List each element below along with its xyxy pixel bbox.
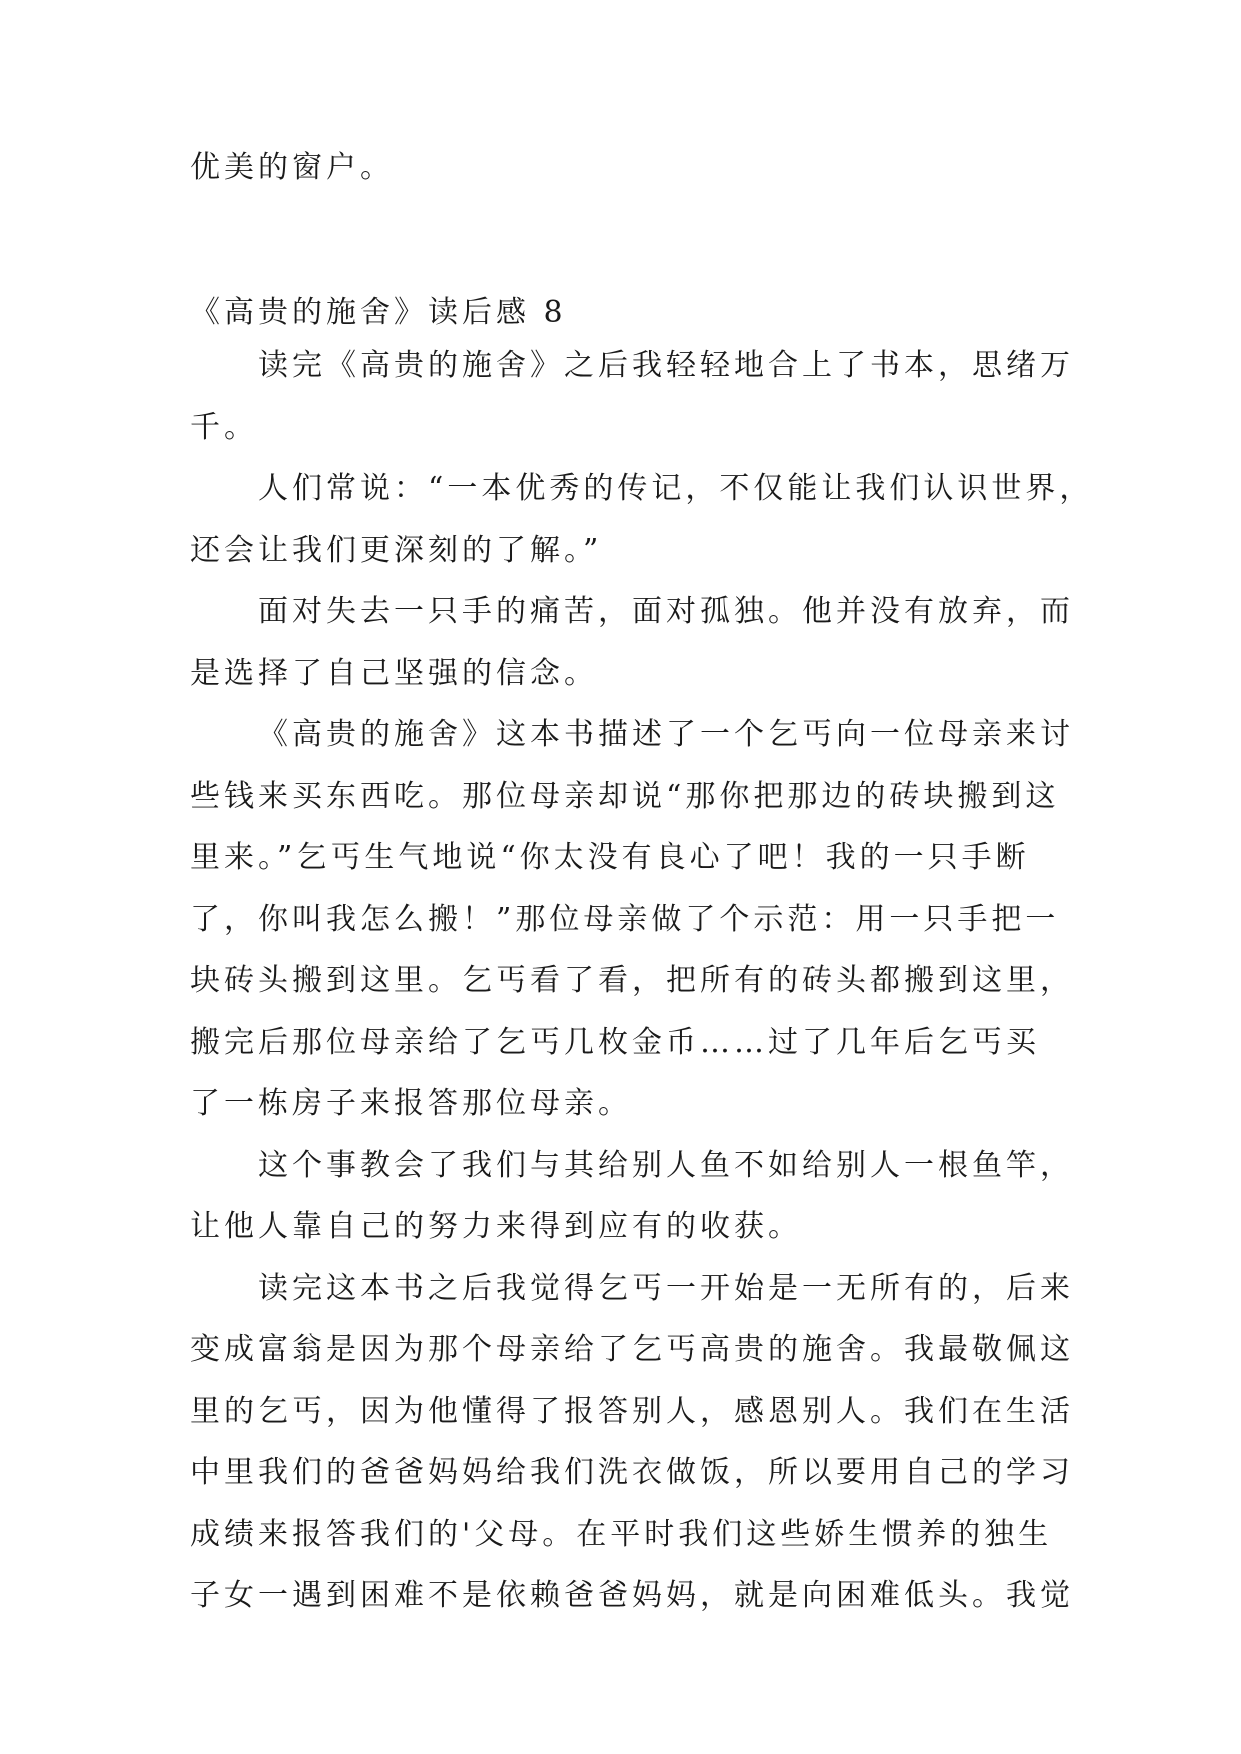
paragraph-line: 了，你叫我怎么搬！”那位母亲做了个示范：用一只手把一	[190, 901, 1060, 937]
paragraph	[190, 1135, 1074, 1258]
intro-tail-line: 优美的窗户。	[190, 150, 394, 185]
paragraph-line: 让他人靠自己的努力来得到应有的收获。	[190, 1209, 802, 1244]
paragraph-line: 里来。”乞丐生气地说“你太没有良心了吧！我的一只手断	[190, 840, 1030, 875]
paragraph-line: 这个事教会了我们与其给别人鱼不如给别人一根鱼竿，	[258, 1147, 1074, 1183]
paragraph-line: 了一栋房子来报答那位母亲。	[190, 1086, 632, 1121]
paragraph-line: 成绩来报答我们的'父母。在平时我们这些娇生惯养的独生	[190, 1516, 1053, 1552]
paragraph	[190, 704, 1074, 1135]
paragraph-line: 面对失去一只手的痛苦，面对孤独。他并没有放弃，而	[258, 594, 1074, 629]
paragraph	[190, 335, 1074, 458]
paragraph	[190, 1258, 1074, 1627]
paragraph-line: 变成富翁是因为那个母亲给了乞丐高贵的施舍。我最敬佩这	[190, 1332, 1074, 1367]
paragraph-line: 《高贵的施舍》这本书描述了一个乞丐向一位母亲来讨	[258, 717, 1074, 752]
paragraph-line: 子女一遇到困难不是依赖爸爸妈妈，就是向困难低头。我觉	[190, 1578, 1074, 1613]
paragraph-line: 读完这本书之后我觉得乞丐一开始是一无所有的，后来	[258, 1270, 1074, 1306]
paragraph-line: 人们常说：“一本优秀的传记，不仅能让我们认识世界，	[258, 471, 1094, 506]
paragraph-line: 还会让我们更深刻的了解。”	[190, 532, 603, 568]
paragraph-line: 里的乞丐，因为他懂得了报答别人，感恩别人。我们在生活	[190, 1393, 1074, 1429]
intro-tail-block	[190, 137, 1052, 199]
section-heading-text: 《高贵的施舍》读后感 8	[190, 295, 567, 330]
paragraph-line: 读完《高贵的施舍》之后我轻轻地合上了书本，思绪万	[258, 348, 1074, 383]
paragraph-line: 搬完后那位母亲给了乞丐几枚金币……过了几年后乞丐买	[190, 1024, 1040, 1060]
paragraph	[190, 581, 1074, 704]
paragraph-line: 是选择了自己坚强的信念。	[190, 655, 598, 691]
paragraph-line: 中里我们的爸爸妈妈给我们洗衣做饭，所以要用自己的学习	[190, 1455, 1074, 1490]
article-body	[190, 335, 1094, 1627]
paragraph-line: 块砖头搬到这里。乞丐看了看，把所有的砖头都搬到这里，	[190, 963, 1074, 998]
paragraph	[190, 458, 1094, 581]
paragraph-line: 些钱来买东西吃。那位母亲却说“那你把那边的砖块搬到这	[190, 778, 1060, 814]
paragraph-line: 千。	[190, 409, 258, 445]
